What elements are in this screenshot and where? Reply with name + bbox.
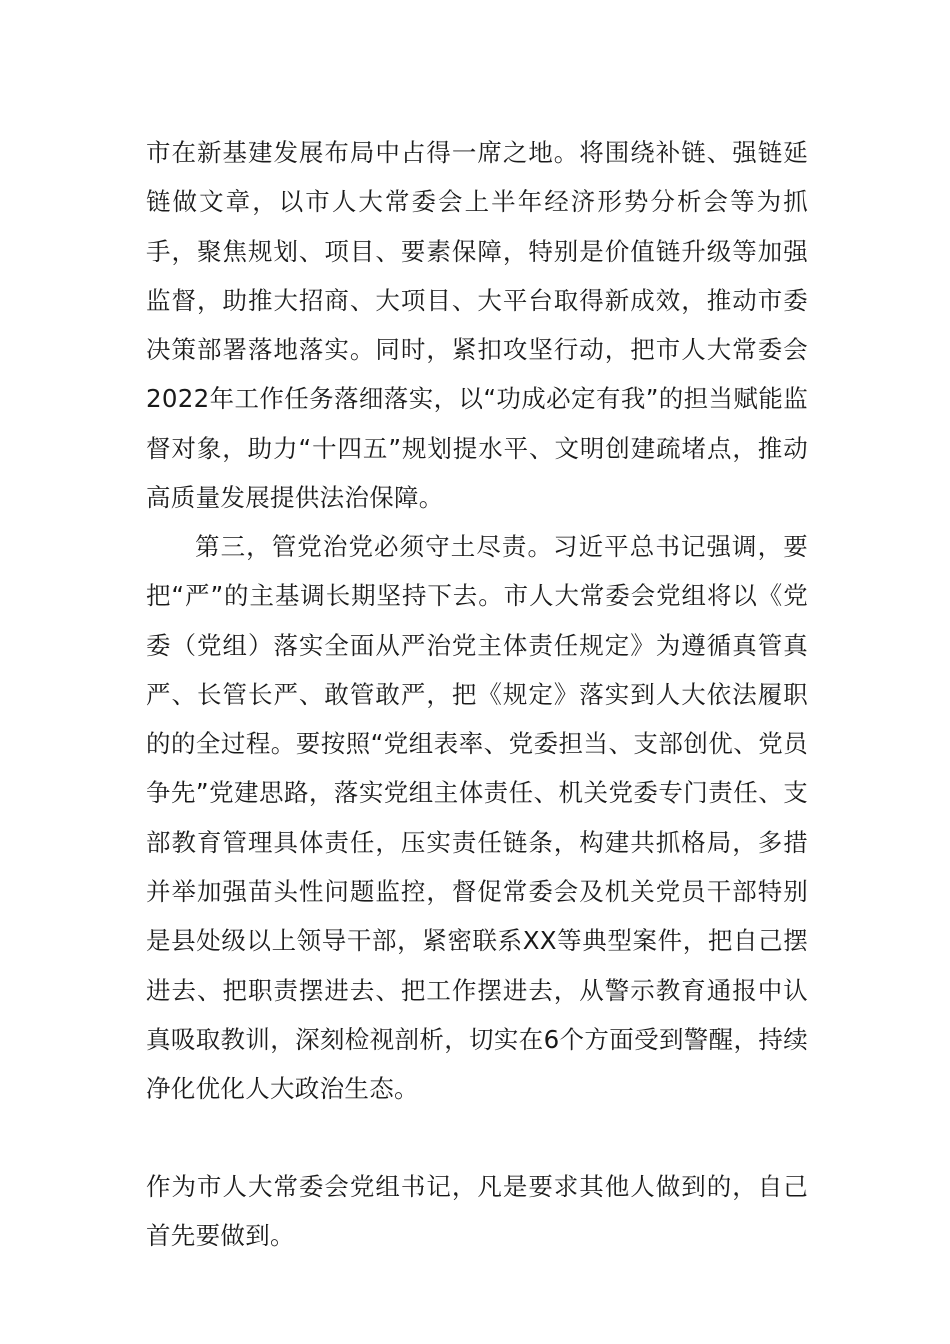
paragraph-text: 第三，管党治党必须守土尽责。习近平总书记强调，要把“严”的主基调长期坚持下去。市人大常委会党组将以《党委（党组）落实全面从严治党主体责任规定》为遵循真管真严、长管长严、敢管敢严，把《规定》落实到人大依法履职的的全过程。要按照“党组表率、党委担当、支部创优、党员争先”党建思路，落实党组主体责任、机关党委专门责任、支部教育管理具体责任，压实责任链条，构建共抓格局，多措并举加强苗头性问题监控，督促常委会及机关党员干部特别是县处级以上领导干部，紧密联系XX等典型案件，把自己摆进去、把职责摆进去、把工作摆进去，从警示教育通报中认真吸取教训，深刻检视剖析，切实在6个方面受到警醒，持续净化优化人大政治生态。 (146, 532, 808, 1104)
paragraph-third-point (146, 522, 808, 1114)
paragraph-text: 作为市人大常委会党组书记，凡是要求其他人做到的，自己首先要做到。 (146, 1172, 808, 1251)
paragraph-closing (146, 1162, 808, 1261)
paragraph-text: 市在新基建发展布局中占得一席之地。将围绕补链、强链延链做文章，以市人大常委会上半年经济形势分析会等为抓手，聚焦规划、项目、要素保障，特别是价值链升级等加强监督，助推大招商、大项目、大平台取得新成效，推动市委决策部署落地落实。同时，紧扣攻坚行动，把市人大常委会2022年工作任务落细落实，以“功成必定有我”的担当赋能监督对象，助力“十四五”规划提水平、文明创建疏堵点，推动高质量发展提供法治保障。 (146, 138, 808, 513)
paragraph-continued (146, 128, 808, 522)
